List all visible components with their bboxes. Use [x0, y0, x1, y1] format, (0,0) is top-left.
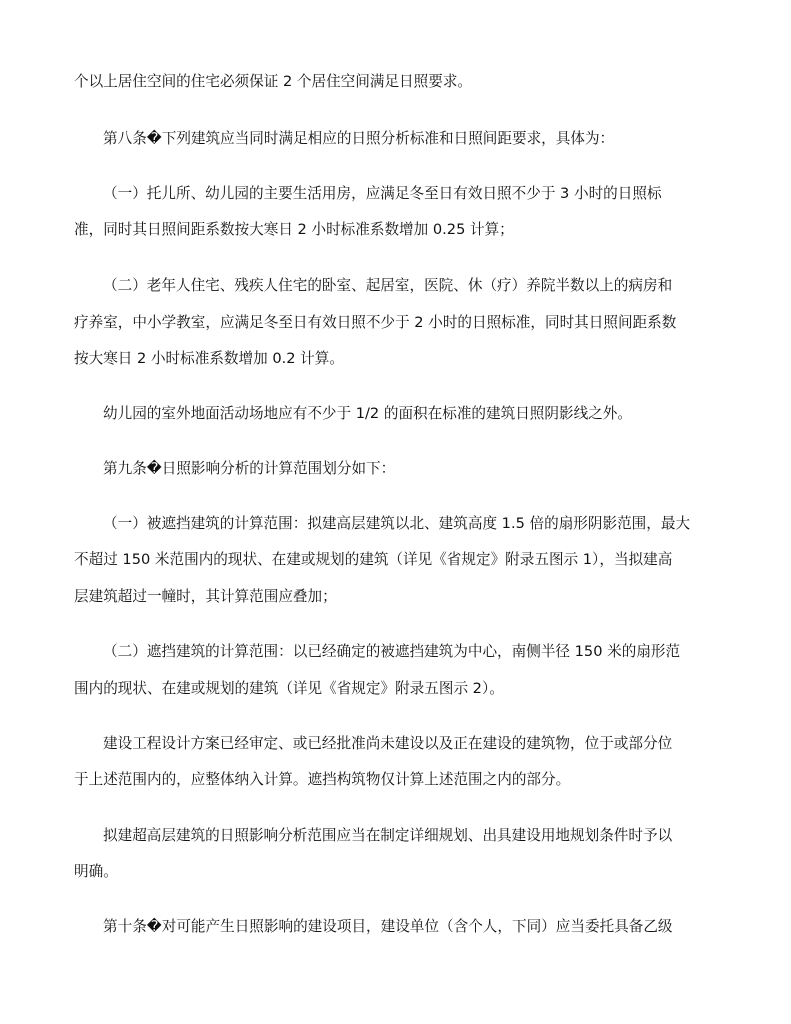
article-8-item-2-line-1: （二）老年人住宅、残疾人住宅的卧室、起居室，医院、休（疗）养院半数以上的病房和 — [103, 277, 673, 294]
kindergarten-outdoor-line: 幼儿园的室外地面活动场地应有不少于 1/2 的面积在标准的建筑日照阴影线之外。 — [103, 405, 632, 422]
article-9-item-1-line-1: （一）被遮挡建筑的计算范围：拟建高层建筑以北、建筑高度 1.5 倍的扇形阴影范围，最大 — [103, 515, 691, 532]
article-8-item-1-line-1: （一）托儿所、幼儿园的主要生活用房，应满足冬至日有效日照不少于 3 小时的日照标 — [103, 185, 662, 202]
article-9-item-1-line-3: 层建筑超过一幢时，其计算范围应叠加； — [74, 588, 337, 605]
article-8-item-2-line-2: 疗养室，中小学教室，应满足冬至日有效日照不少于 2 小时的日照标准，同时其日照间距系数 — [74, 314, 677, 331]
article-9-item-1-line-2: 不超过 150 米范围内的现状、在建或规划的建筑（详见《省规定》附录五图示 1），当拟建高 — [74, 551, 673, 568]
article-8-heading-line: 第八条�下列建筑应当同时满足相应的日照分析标准和日照间距要求，具体为： — [103, 130, 615, 147]
super-tall-building-line-1: 拟建超高层建筑的日照影响分析范围应当在制定详细规划、出具建设用地规划条件时予以 — [103, 827, 673, 844]
article-9-item-2-line-2: 围内的现状、在建或规划的建筑（详见《省规定》附录五图示 2）。 — [74, 680, 504, 697]
article-9-item-2-line-1: （二）遮挡建筑的计算范围：以已经确定的被遮挡建筑为中心，南侧半径 150 米的扇形范 — [103, 643, 681, 660]
approved-project-line-2: 于上述范围内的，应整体纳入计算。遮挡构筑物仅计算上述范围之内的部分。 — [74, 771, 571, 788]
approved-project-line-1: 建设工程设计方案已经审定、或已经批准尚未建设以及正在建设的建筑物，位于或部分位 — [103, 735, 673, 752]
article-9-heading-line: 第九条�日照影响分析的计算范围划分如下： — [103, 460, 396, 477]
article-10-heading-line: 第十条�对可能产生日照影响的建设项目，建设单位（含个人，下同）应当委托具备乙级 — [103, 918, 673, 935]
super-tall-building-line-2: 明确。 — [74, 863, 118, 880]
text-line-1: 个以上居住空间的住宅必须保证 2 个居住空间满足日照要求。 — [74, 73, 473, 90]
article-8-item-1-line-2: 准，同时其日照间距系数按大寒日 2 小时标准系数增加 0.25 计算； — [74, 221, 514, 238]
article-8-item-2-line-3: 按大寒日 2 小时标准系数增加 0.2 计算。 — [74, 350, 344, 367]
